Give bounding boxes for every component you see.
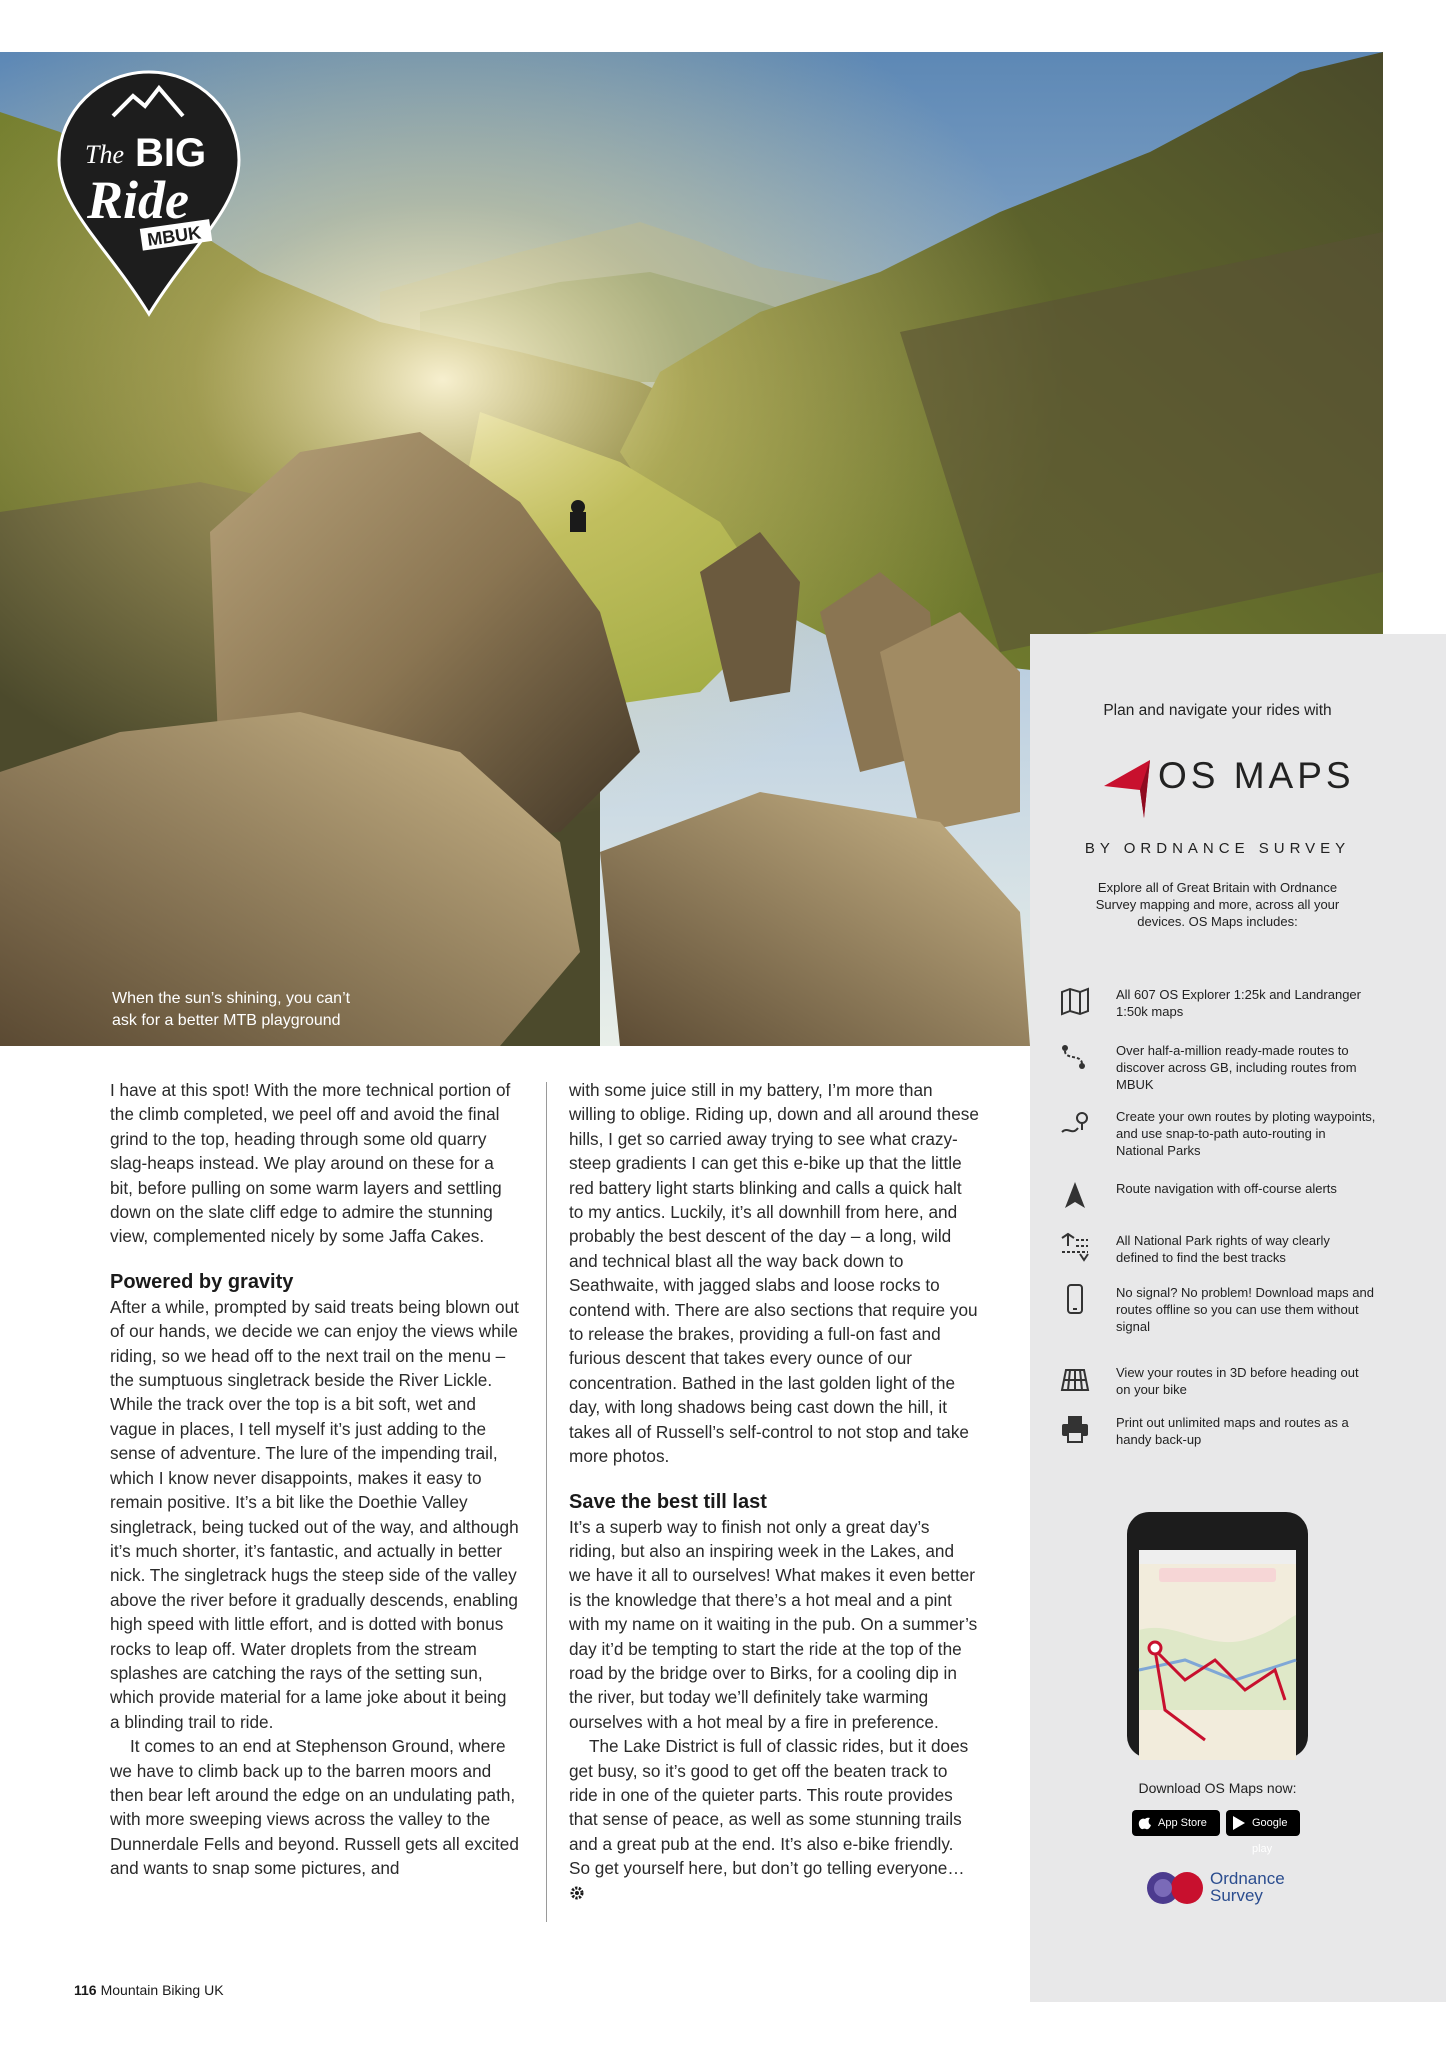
paragraph: with some juice still in my battery, I’m more than willing to oblige. Riding up, down and all around these hills, I get so carried away trying to see what crazy-steep gradients I can get this e-bike up that the little red battery light starts blinking and calls a quick halt to my antics. Luckily, it’s all downhill from here, and probably the best descent of the day – a long, wild and technical blast all the way back down to Seathwaite, with jagged slabs and loose rocks to contend with. There are also sections that require you to release the brakes, providing a full-on fast and furious descent that takes every ounce of our concentration. Bathed in the last golden light of the day, with long shadows being cast down the hill, it takes all of Russell’s self-control to not stop and take more photos.	[569, 1080, 979, 1467]
feature-item-rights-of-way	[1060, 1232, 1400, 1278]
sidebar-description: Explore all of Great Britain with Ordnance Survey mapping and more, across all your devices. OS Maps includes:	[1095, 880, 1340, 929]
sidebar-intro: Plan and navigate your rides with	[1103, 702, 1332, 719]
subheading-save-the-best: Save the best till last	[569, 1490, 767, 1513]
page-folio	[74, 1982, 224, 1998]
magazine-name: Mountain Biking UK	[100, 1982, 224, 1998]
app-store-button[interactable]	[1132, 1810, 1220, 1836]
article-column-1	[110, 1078, 520, 1881]
column-divider	[546, 1082, 547, 1922]
feature-text: All National Park rights of way clearly defined to find the best tracks	[1116, 1233, 1330, 1265]
os-maps-subtitle: BY ORDNANCE SURVEY	[1084, 840, 1351, 857]
org-line-2: Survey	[1210, 1886, 1263, 1905]
feature-text: Print out unlimited maps and routes as a handy back-up	[1116, 1415, 1349, 1447]
app-store-label: App Store	[1158, 1817, 1207, 1829]
feature-text: Over half-a-million ready-made routes to discover across GB, including routes from MBUK	[1116, 1043, 1357, 1092]
phone-map-illustration	[1125, 1510, 1310, 1760]
printer-icon	[1060, 1414, 1090, 1444]
apple-icon	[1138, 1815, 1152, 1831]
3d-grid-icon	[1060, 1364, 1090, 1394]
phone-icon	[1060, 1284, 1090, 1314]
paragraph: I have at this spot! With the more technical portion of the climb completed, we peel off and avoid the final grind to the top, heading through some old quarry slag-heaps instead. We play around on these for a bit, before pulling on some warm layers and settling down on the slate cliff edge to admire the stunning view, complemented nicely by some Jaffa Cakes.	[110, 1080, 511, 1247]
page-number: 116	[74, 1982, 97, 1998]
google-play-label: Google play	[1252, 1817, 1288, 1855]
feature-item-3d	[1060, 1364, 1400, 1410]
play-icon	[1232, 1815, 1246, 1831]
photo-caption	[112, 988, 372, 1032]
feature-item-create	[1060, 1108, 1400, 1158]
feature-text: No signal? No problem! Download maps and routes offline so you can use them without signal	[1116, 1285, 1374, 1334]
closing-text: The Lake District is full of classic rides, but it does get busy, so it’s good to get off the beaten track to ride in one of the quieter parts. This route provides that sense of peace, as well as some stunning trails and a great pub at the end. It’s also e-bike friendly. So get yourself here, but don’t go telling everyone…	[569, 1736, 969, 1879]
create-route-icon	[1060, 1108, 1090, 1138]
os-maps-title: OS MAPS	[1158, 755, 1355, 796]
download-label: Download OS Maps now:	[1138, 1780, 1297, 1796]
mountain-pin-icon	[55, 68, 243, 318]
os-maps-sidebar	[1030, 634, 1446, 2002]
subheading-powered-by-gravity: Powered by gravity	[110, 1270, 294, 1293]
caption-line-1: When the sun’s shining, you can’t	[112, 990, 351, 1007]
big-ride-badge	[55, 68, 243, 318]
feature-item-navigation	[1060, 1180, 1400, 1226]
google-play-button[interactable]	[1226, 1810, 1300, 1855]
feature-text: View your routes in 3D before heading out on your bike	[1116, 1365, 1359, 1397]
rights-of-way-icon	[1060, 1232, 1090, 1262]
badge-big: BIG	[135, 131, 207, 175]
paragraph: After a while, prompted by said treats being blown out of our hands, we decide we can enjoy the views while riding, so we head off to the next trail on the menu – the sumptuous singletrack beside the River Lickle. While the track over the top is a bit soft, wet and vague in places, I tell myself it’s just adding to the sense of adventure. The lure of the impending trail, which I know never disappoints, makes it easy to remain positive. It’s a bit like the Doethie Valley singletrack, being tucked out of the way, and although it’s much shorter, it’s fantastic, and actually in better nick. The singletrack hugs the steep side of the valley above the river before it gradually descends, enabling high speed with little effort, and is dotted with bonus rocks to leap off. Water droplets from the stream splashes are catching the rays of the setting sun, which provide material for a lame joke about it being a blinding trail to ride.	[110, 1296, 519, 1732]
end-mark-cog-icon	[569, 1885, 585, 1901]
navigation-arrow-icon	[1060, 1180, 1090, 1210]
paragraph: It comes to an end at Stephenson Ground, where we have to climb back up to the barren moors and then bear left around the edge on an undulating path, with more sweeping views across the valley to the Dunnerdale Fells and beyond. Russell gets all excited and wants to snap some pictures, and	[110, 1736, 519, 1879]
paragraph: It’s a superb way to finish not only a great day’s riding, but also an inspiring week in the Lakes, and we have it all to ourselves! What makes it even better is the knowledge that there’s a hot meal and a pint with my name on it waiting in the pub. On a summer’s day it’d be tempting to start the ride at the top of the road by the bridge over to Birks, for a cooling dip in the river, but today we’ll definitely take warming ourselves with a hot meal by a fire in preference.	[569, 1516, 978, 1732]
feature-item-print	[1060, 1414, 1400, 1460]
paragraph	[569, 1734, 979, 1905]
badge-mbuk: MBUK	[146, 222, 203, 250]
feature-item-routes	[1060, 1042, 1400, 1092]
article-column-2	[569, 1078, 979, 1905]
feature-item-offline	[1060, 1284, 1400, 1334]
org-line-1: Ordnance	[1210, 1869, 1285, 1888]
feature-item-maps	[1060, 986, 1400, 1032]
badge-ride: Ride	[87, 170, 189, 230]
feature-text: All 607 OS Explorer 1:25k and Landranger 1:50k maps	[1116, 987, 1361, 1019]
badge-the: The	[85, 140, 124, 169]
route-icon	[1060, 1042, 1090, 1072]
feature-text: Route navigation with off-course alerts	[1116, 1181, 1337, 1196]
feature-text: Create your own routes by ploting waypoints, and use snap-to-path auto-routing in National Parks	[1116, 1109, 1376, 1158]
caption-line-2: ask for a better MTB playground	[112, 1012, 341, 1029]
ordnance-survey-wordmark	[1210, 1870, 1285, 1904]
map-fold-icon	[1060, 986, 1090, 1016]
